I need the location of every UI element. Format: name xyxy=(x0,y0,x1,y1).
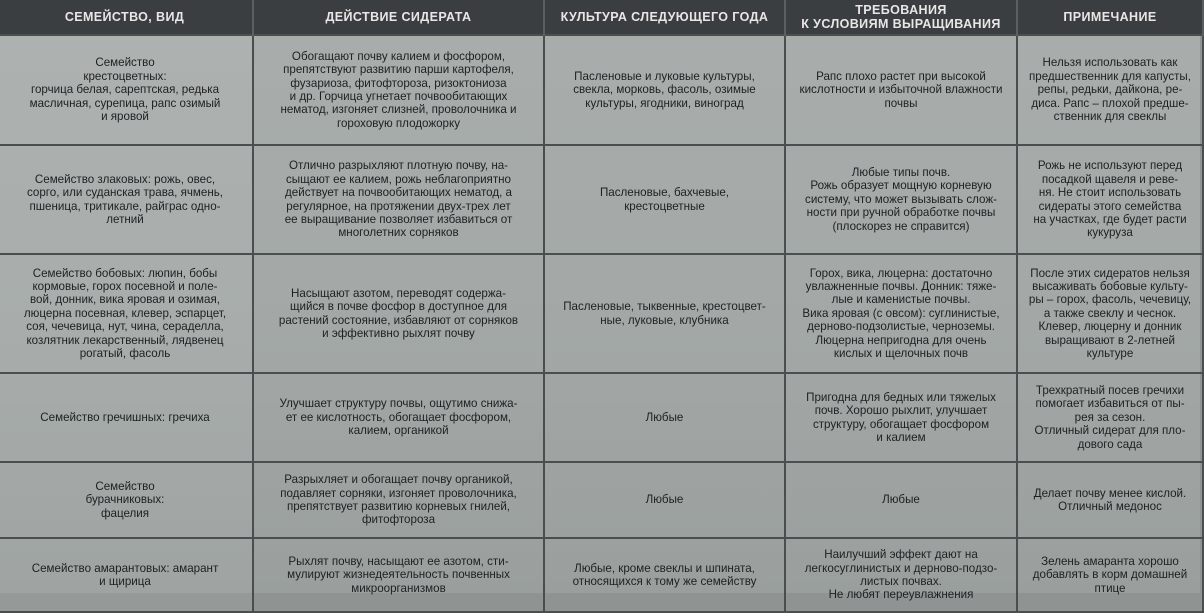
table-row xyxy=(0,373,1203,462)
cell-note: Трехкратный посев гречихи помогает избавиться от пы- рея за сезон. Отличный сидерат для пло- дового сада xyxy=(1017,373,1203,462)
cell-next-crop: Пасленовые, тыквенные, крестоцвет- ные, луковые, клубника xyxy=(544,254,785,373)
cell-next-crop: Любые xyxy=(544,373,785,462)
header-next-crop: КУЛЬТУРА СЛЕДУЮЩЕГО ГОДА xyxy=(544,0,785,35)
cell-action: Обогащают почву калием и фосфором, препятствуют развитию парши картофеля, фузариоза, фитофтороза, ризоктониоза и др. Горчица угнетает почвообитающих нематод, изгоняет слизней, проволочника и гороховую плодожорку xyxy=(253,35,544,145)
cell-family: Семейство бурачниковых: фацелия xyxy=(0,462,253,538)
header-action: ДЕЙСТВИЕ СИДЕРАТА xyxy=(253,0,544,35)
table-header-row xyxy=(0,0,1203,35)
cell-requirements: Рапс плохо растет при высокой кислотности и избыточной влажности почвы xyxy=(785,35,1017,145)
cell-note: После этих сидератов нельзя высаживать бобовые культу- ры – горох, фасоль, чечевицу, а также свеклу и чеснок. Клевер, люцерну и донник выращивают в 2-летней культуре xyxy=(1017,254,1203,373)
table-row xyxy=(0,538,1203,612)
cell-note: Нельзя использовать как предшественник для капусты, репы, редьки, дайкона, ре- диса. Рапс – плохой предше- ственник для свеклы xyxy=(1017,35,1203,145)
cell-family: Семейство бобовых: люпин, бобы кормовые, горох посевной и поле- вой, донник, вика яровая и озимая, люцерна посевная, клевер, эспарцет, соя, чечевица, нут, чина, сераделла, козлятник лекарственный, лядвенец рогатый, фасоль xyxy=(0,254,253,373)
cell-requirements: Наилучший эффект дают на легкосуглинистых и дерново-подзо- листых почвах. Не любят переувлажнения xyxy=(785,538,1017,612)
table-row xyxy=(0,254,1203,373)
cell-action: Отлично разрыхляют плотную почву, на- сыщают ее калием, рожь неблагоприятно действует на почвообитающих нематод, а регулярное, на протяжении двух-трех лет ее выращивание позволяет избавиться от многолетних сорняков xyxy=(253,145,544,254)
cell-requirements: Горох, вика, люцерна: достаточно увлажненные почвы. Донник: тяже- лые и каменистые почвы. Вика яровая (с овсом): суглинистые, дерново-подзолистые, черноземы. Люцерна непригодна для очень кислых и щелочных почв xyxy=(785,254,1017,373)
cell-action: Разрыхляет и обогащает почву органикой, подавляет сорняки, изгоняет проволочника, препятствует развитию корневых гнилей, фитофтороза xyxy=(253,462,544,538)
cell-next-crop: Любые, кроме свеклы и шпината, относящихся к тому же семейству xyxy=(544,538,785,612)
header-requirements: ТРЕБОВАНИЯ К УСЛОВИЯМ ВЫРАЩИВАНИЯ xyxy=(785,0,1017,35)
cell-requirements: Любые xyxy=(785,462,1017,538)
cell-family: Семейство крестоцветных: горчица белая, сарептская, редька масличная, сурепица, рапс озимый и яровой xyxy=(0,35,253,145)
cell-requirements: Любые типы почв. Рожь образует мощную корневую систему, что может вызывать слож- ности при ручной обработке почвы (плоскорез не справится) xyxy=(785,145,1017,254)
cell-family: Семейство злаковых: рожь, овес, сорго, или суданская трава, ячмень, пшеница, тритикале, райграс одно- летний xyxy=(0,145,253,254)
header-family: СЕМЕЙСТВО, ВИД xyxy=(0,0,253,35)
cell-requirements: Пригодна для бедных или тяжелых почв. Хорошо рыхлит, улучшает структуру, обогащает фосфором и калием xyxy=(785,373,1017,462)
cell-next-crop: Пасленовые, бахчевые, крестоцветные xyxy=(544,145,785,254)
cell-action: Насыщают азотом, переводят содержа- щийся в почве фосфор в доступное для растений состояние, избавляют от сорняков и эффективно рыхлят почву xyxy=(253,254,544,373)
cell-family: Семейство амарантовых: амарант и щирица xyxy=(0,538,253,612)
cell-family: Семейство гречишных: гречиха xyxy=(0,373,253,462)
cell-action: Рыхлят почву, насыщают ее азотом, сти- мулируют жизнедеятельность почвенных микроорганизмов xyxy=(253,538,544,612)
cell-next-crop: Пасленовые и луковые культуры, свекла, морковь, фасоль, озимые культуры, ягодники, виноград xyxy=(544,35,785,145)
cell-next-crop: Любые xyxy=(544,462,785,538)
cell-note: Делает почву менее кислой. Отличный медонос xyxy=(1017,462,1203,538)
cell-note: Рожь не используют перед посадкой щавеля и реве- ня. Не стоит использовать сидераты этого семейства на участках, где будет расти кукуруза xyxy=(1017,145,1203,254)
table-row xyxy=(0,35,1203,145)
table-row xyxy=(0,145,1203,254)
cell-note: Зелень амаранта хорошо добавлять в корм домашней птице xyxy=(1017,538,1203,612)
table-row xyxy=(0,462,1203,538)
cell-action: Улучшает структуру почвы, ощутимо снижа- ет ее кислотность, обогащает фосфором, калием, органикой xyxy=(253,373,544,462)
header-note: ПРИМЕЧАНИЕ xyxy=(1017,0,1203,35)
